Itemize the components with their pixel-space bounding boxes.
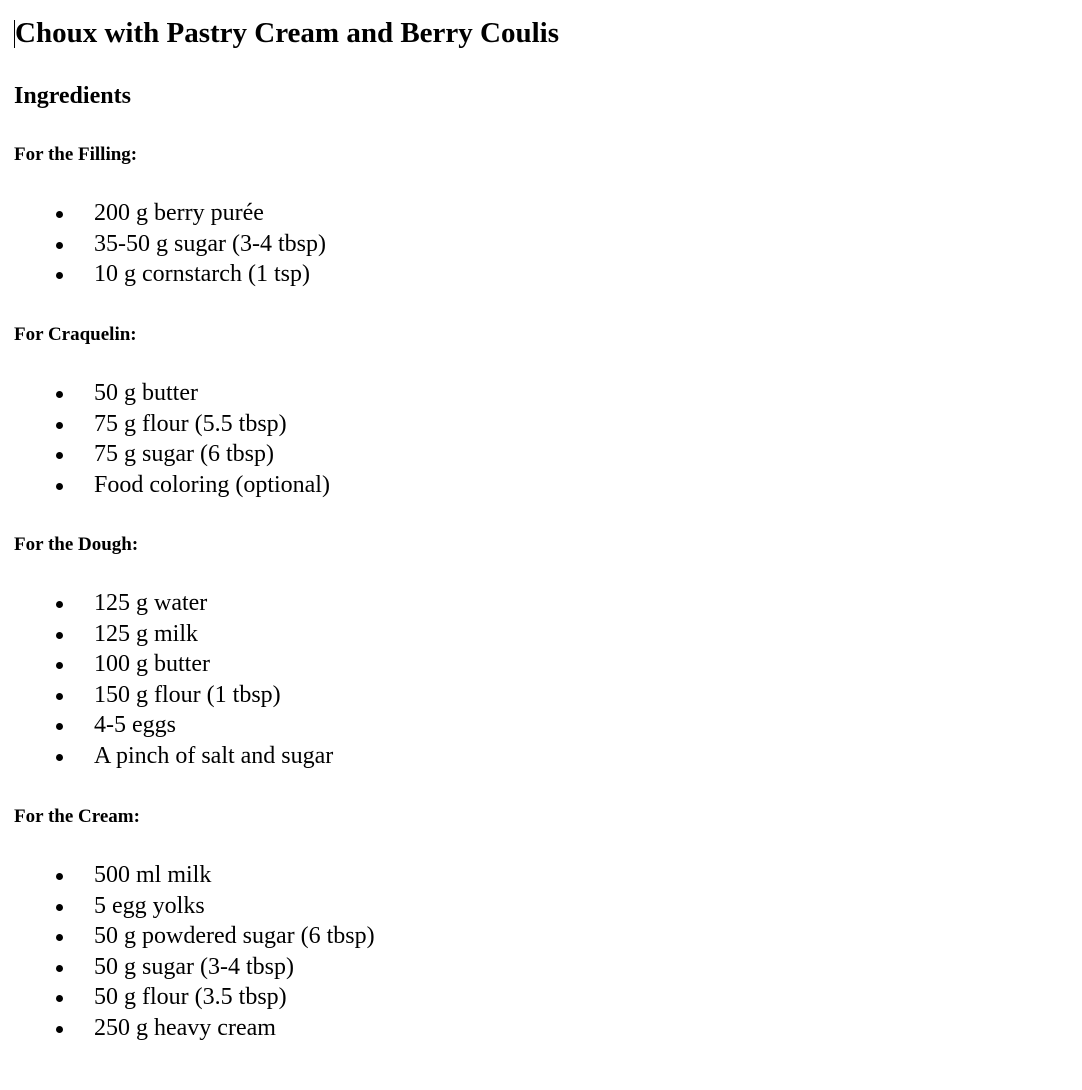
section-heading-cream: For the Cream:	[14, 806, 140, 827]
list-item: 50 g butter	[14, 378, 330, 409]
list-item: 4-5 eggs	[14, 710, 333, 741]
list-item: 75 g flour (5.5 tbsp)	[14, 409, 330, 440]
list-item: 125 g water	[14, 588, 333, 619]
section-heading-craquelin: For Craquelin:	[14, 324, 137, 345]
list-item: 50 g sugar (3-4 tbsp)	[14, 952, 375, 983]
list-item: 75 g sugar (6 tbsp)	[14, 439, 330, 470]
list-item: 100 g butter	[14, 649, 333, 680]
list-item: 125 g milk	[14, 619, 333, 650]
list-item: 250 g heavy cream	[14, 1013, 375, 1044]
ingredients-heading: Ingredients	[14, 83, 131, 109]
list-item: 10 g cornstarch (1 tsp)	[14, 259, 326, 290]
list-item: 35-50 g sugar (3-4 tbsp)	[14, 229, 326, 260]
list-item: 50 g flour (3.5 tbsp)	[14, 982, 375, 1013]
ingredient-list-dough	[14, 588, 333, 771]
ingredient-list-craquelin	[14, 378, 330, 500]
list-item: 200 g berry purée	[14, 198, 326, 229]
ingredient-list-filling	[14, 198, 326, 290]
list-item: 50 g powdered sugar (6 tbsp)	[14, 921, 375, 952]
list-item: 500 ml milk	[14, 860, 375, 891]
list-item: 5 egg yolks	[14, 891, 375, 922]
ingredient-list-cream	[14, 860, 375, 1043]
list-item: 150 g flour (1 tbsp)	[14, 680, 333, 711]
list-item: A pinch of salt and sugar	[14, 741, 333, 772]
recipe-title: Choux with Pastry Cream and Berry Coulis	[15, 17, 560, 49]
section-heading-dough: For the Dough:	[14, 534, 139, 555]
section-heading-filling: For the Filling:	[14, 144, 138, 165]
list-item: Food coloring (optional)	[14, 470, 330, 501]
